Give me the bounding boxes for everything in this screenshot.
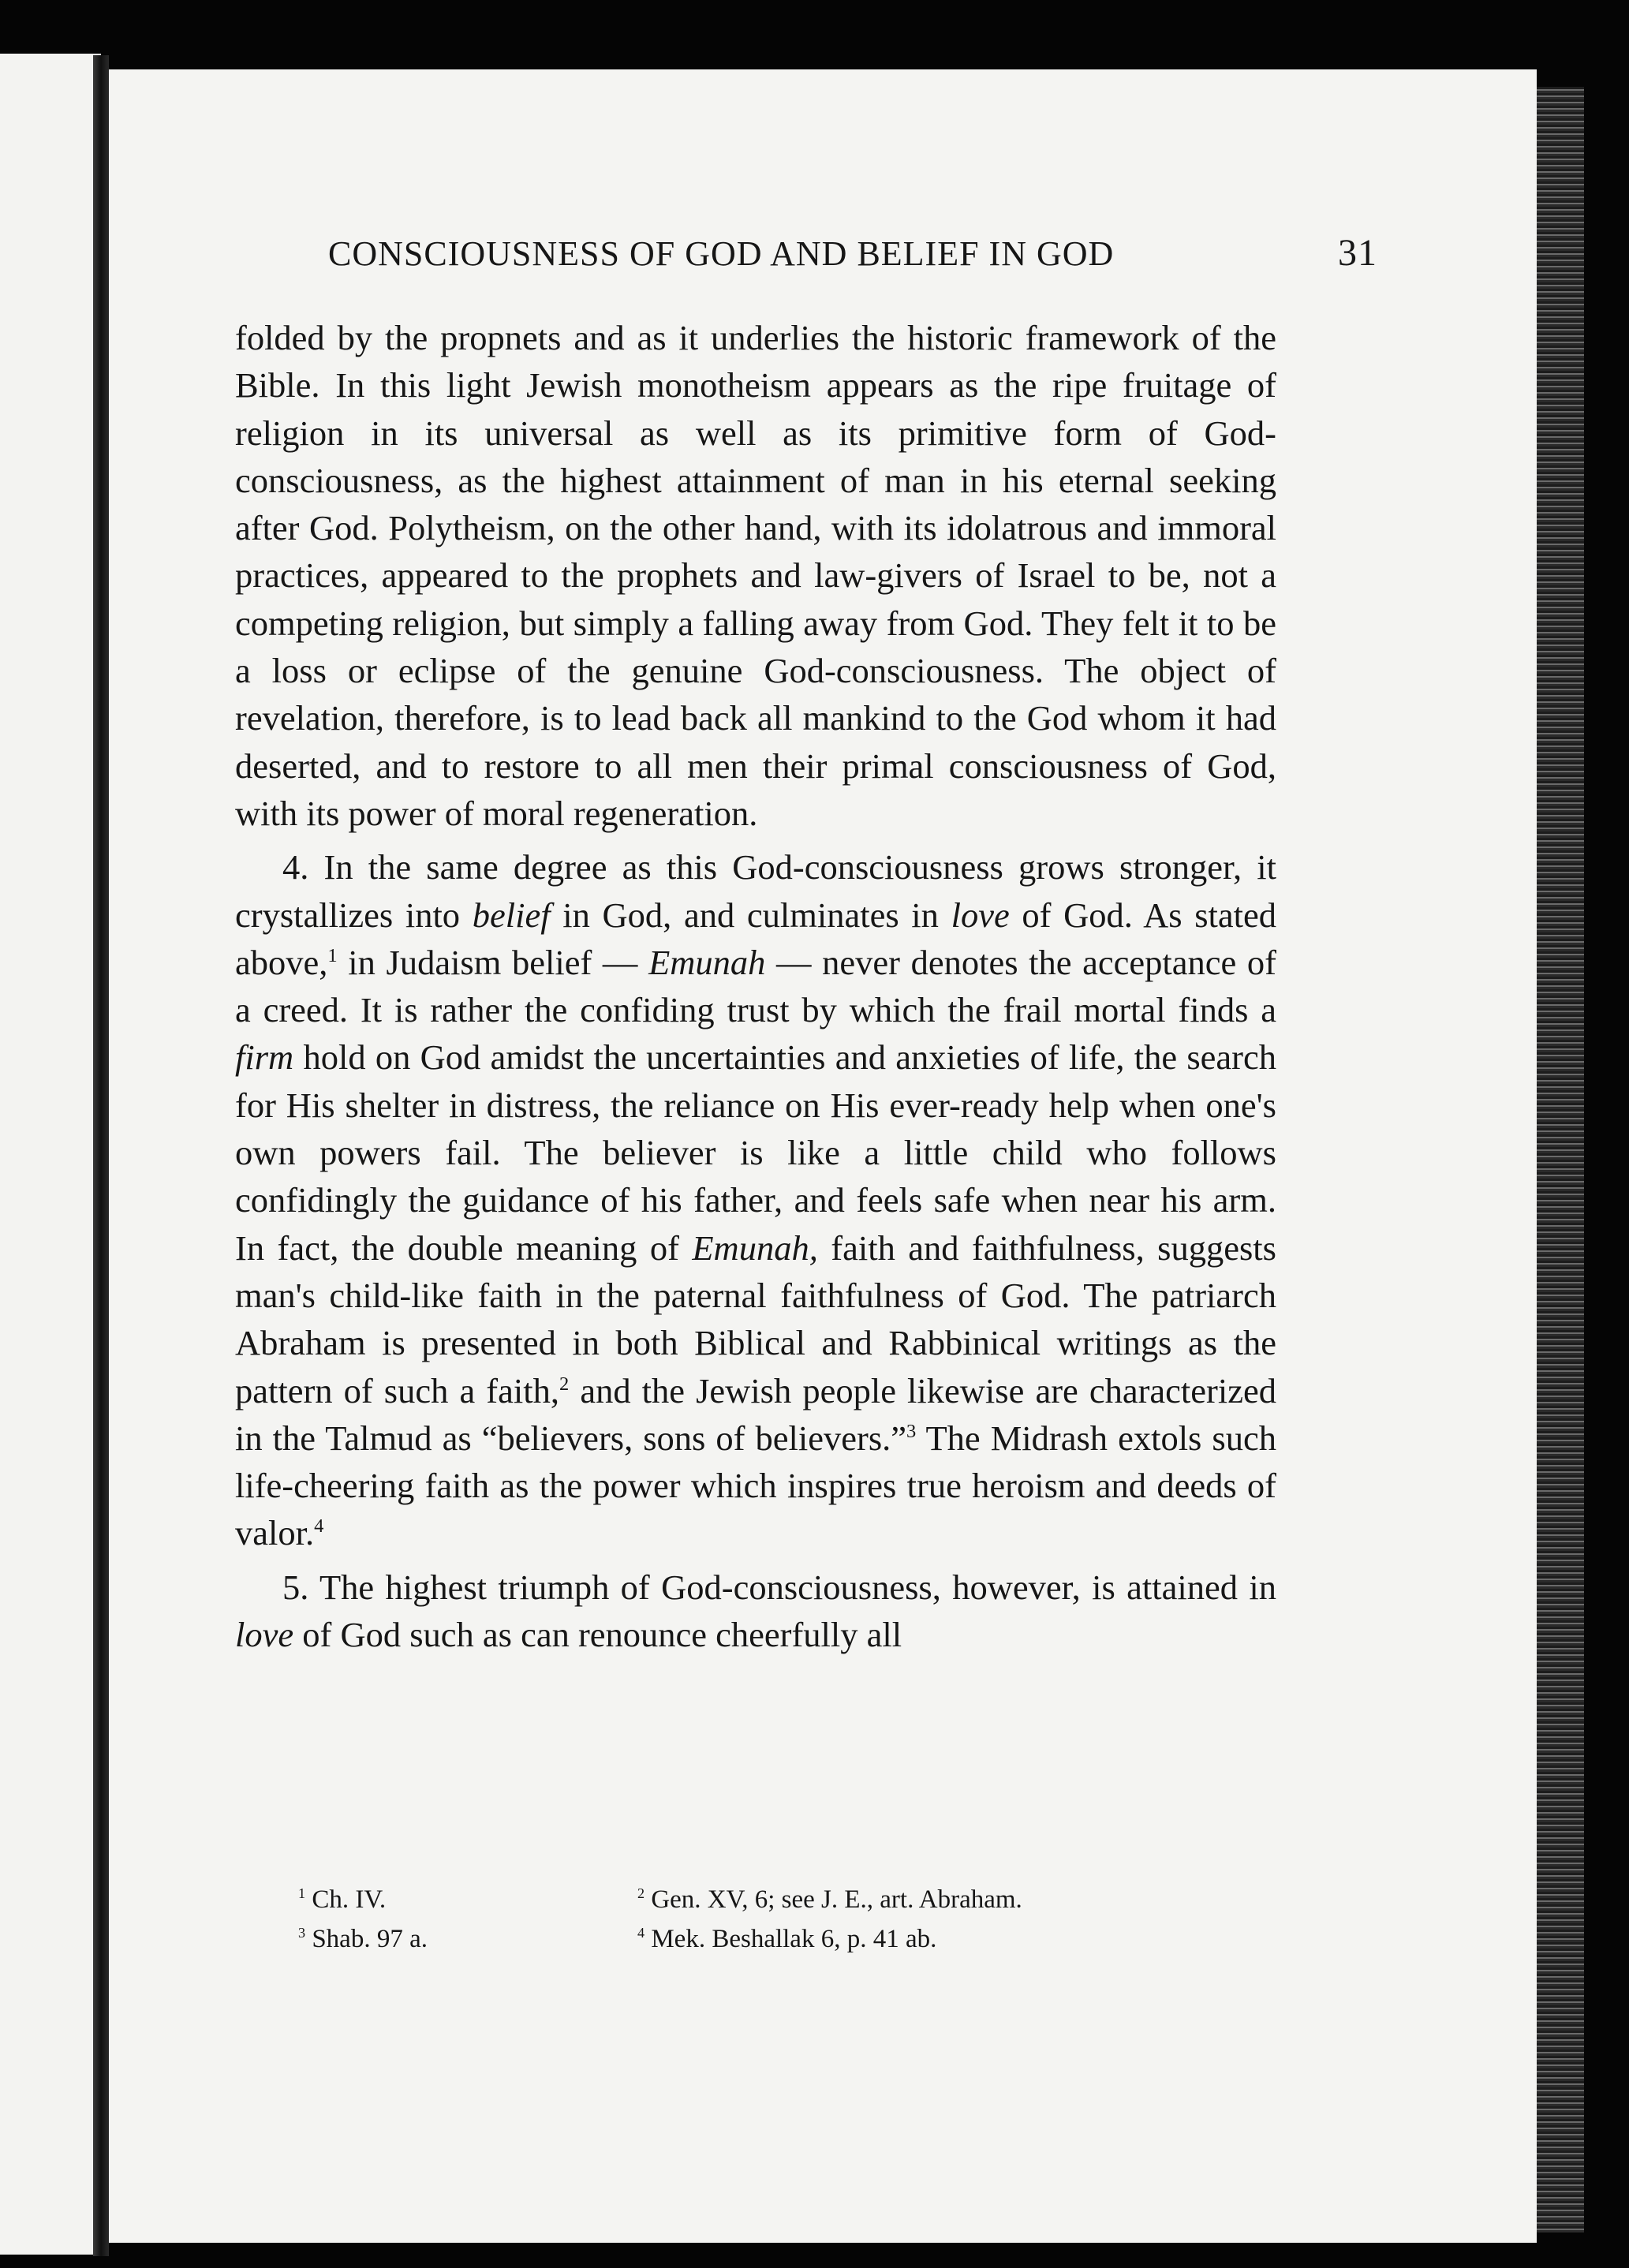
italic-run: belief	[472, 895, 551, 935]
paragraph-5	[235, 1564, 1276, 1659]
paragraph-4	[235, 843, 1276, 1556]
text-run: of God such as can renounce cheerfully all	[293, 1615, 902, 1655]
footnote-ref[interactable]: 1	[327, 945, 338, 967]
footnote-text: Ch. IV.	[312, 1885, 387, 1914]
text-run: — never denotes the acceptance of a creed. It is rather the confiding trust by which the frail mortal finds a	[235, 942, 1276, 1030]
footnote-mark: 1	[298, 1885, 306, 1901]
text-run: of God. As stated above,	[235, 895, 1277, 982]
footnote-mark: 3	[298, 1925, 306, 1941]
footnotes	[298, 1880, 1292, 1959]
footnote-mark: 2	[637, 1885, 645, 1901]
footnote	[637, 1919, 1292, 1959]
page-stack-edge	[1537, 87, 1584, 2233]
text-run: faith and faithfulness, suggests man's child-like faith in the paternal faithfulness of God. The patriarch Abraham is presented in both Biblical and Rabbinical writings as the pattern of such a faith,	[235, 1227, 1276, 1410]
footnote-ref[interactable]: 4	[314, 1515, 324, 1538]
footnote-ref[interactable]: 3	[906, 1421, 917, 1442]
text-run: in Judaism belief —	[337, 942, 649, 982]
italic-run: love	[951, 895, 1010, 935]
text-run: 5. The highest triumph of God-consciousness, however, is attained in	[282, 1567, 1276, 1607]
footnote	[298, 1880, 637, 1919]
paragraph-continued: folded by the propnets and as it underlies the historic framework of the Bible. In this light Jewish monotheism appears as the ripe fruitage of religion in its universal as well as its primitive form of God-consciousness, as the highest attainment of man in his eternal seeking after God. Polytheism, on the other hand, with its idolatrous and immoral practices, appeared to the prophets and law-givers of Israel to be, not a competing religion, but simply a falling away from God. They felt it to be a loss or eclipse of the genuine God-consciousness. The object of revelation, therefore, is to lead back all mankind to the God whom it had deserted, and to restore to all men their primal consciousness of God, with its power of moral regeneration.	[235, 318, 1276, 833]
book-page	[109, 69, 1537, 2243]
running-head-title: CONSCIOUSNESS OF GOD AND BELIEF IN GOD	[328, 234, 1115, 273]
italic-run: love	[235, 1615, 294, 1655]
footnote	[637, 1880, 1292, 1919]
book-spine	[93, 55, 109, 2256]
footnote-ref[interactable]: 2	[559, 1373, 570, 1395]
footnote-text: Mek. Beshallak 6, p. 41 ab.	[651, 1925, 937, 1953]
text-run: in God, and culminates in	[550, 895, 951, 935]
page-number: 31	[1338, 232, 1377, 274]
body-text	[235, 314, 1276, 1658]
facing-page-edge	[0, 54, 101, 2255]
running-head	[328, 231, 1377, 275]
footnote-text: Shab. 97 a.	[312, 1925, 428, 1953]
text-run: hold on God amidst the uncertainties and anxieties of life, the search for His shelter in distress, the reliance on His ever-ready help when one's own powers fail. The believer is like a little child who follows confidingly the guidance of his father, and feels safe when near his arm. In fact, the double meaning of	[235, 1037, 1276, 1268]
italic-run: Emunah	[648, 942, 766, 982]
text-run: and the Jewish people likewise are characterized in the Talmud as “believers, sons of believers.”	[235, 1370, 1276, 1458]
text-run: The Midrash extols such life-cheering faith as the power which inspires true heroism and deeds of valor.	[235, 1418, 1276, 1553]
italic-run: Emunah,	[692, 1227, 818, 1268]
footnote-mark: 4	[637, 1925, 645, 1941]
footnote-text: Gen. XV, 6; see J. E., art. Abraham.	[651, 1885, 1022, 1914]
footnote	[298, 1919, 637, 1959]
text-run: 4. In the same degree as this God-consciousness grows stronger, it crystallizes into	[235, 847, 1276, 935]
italic-run: firm	[235, 1037, 294, 1078]
